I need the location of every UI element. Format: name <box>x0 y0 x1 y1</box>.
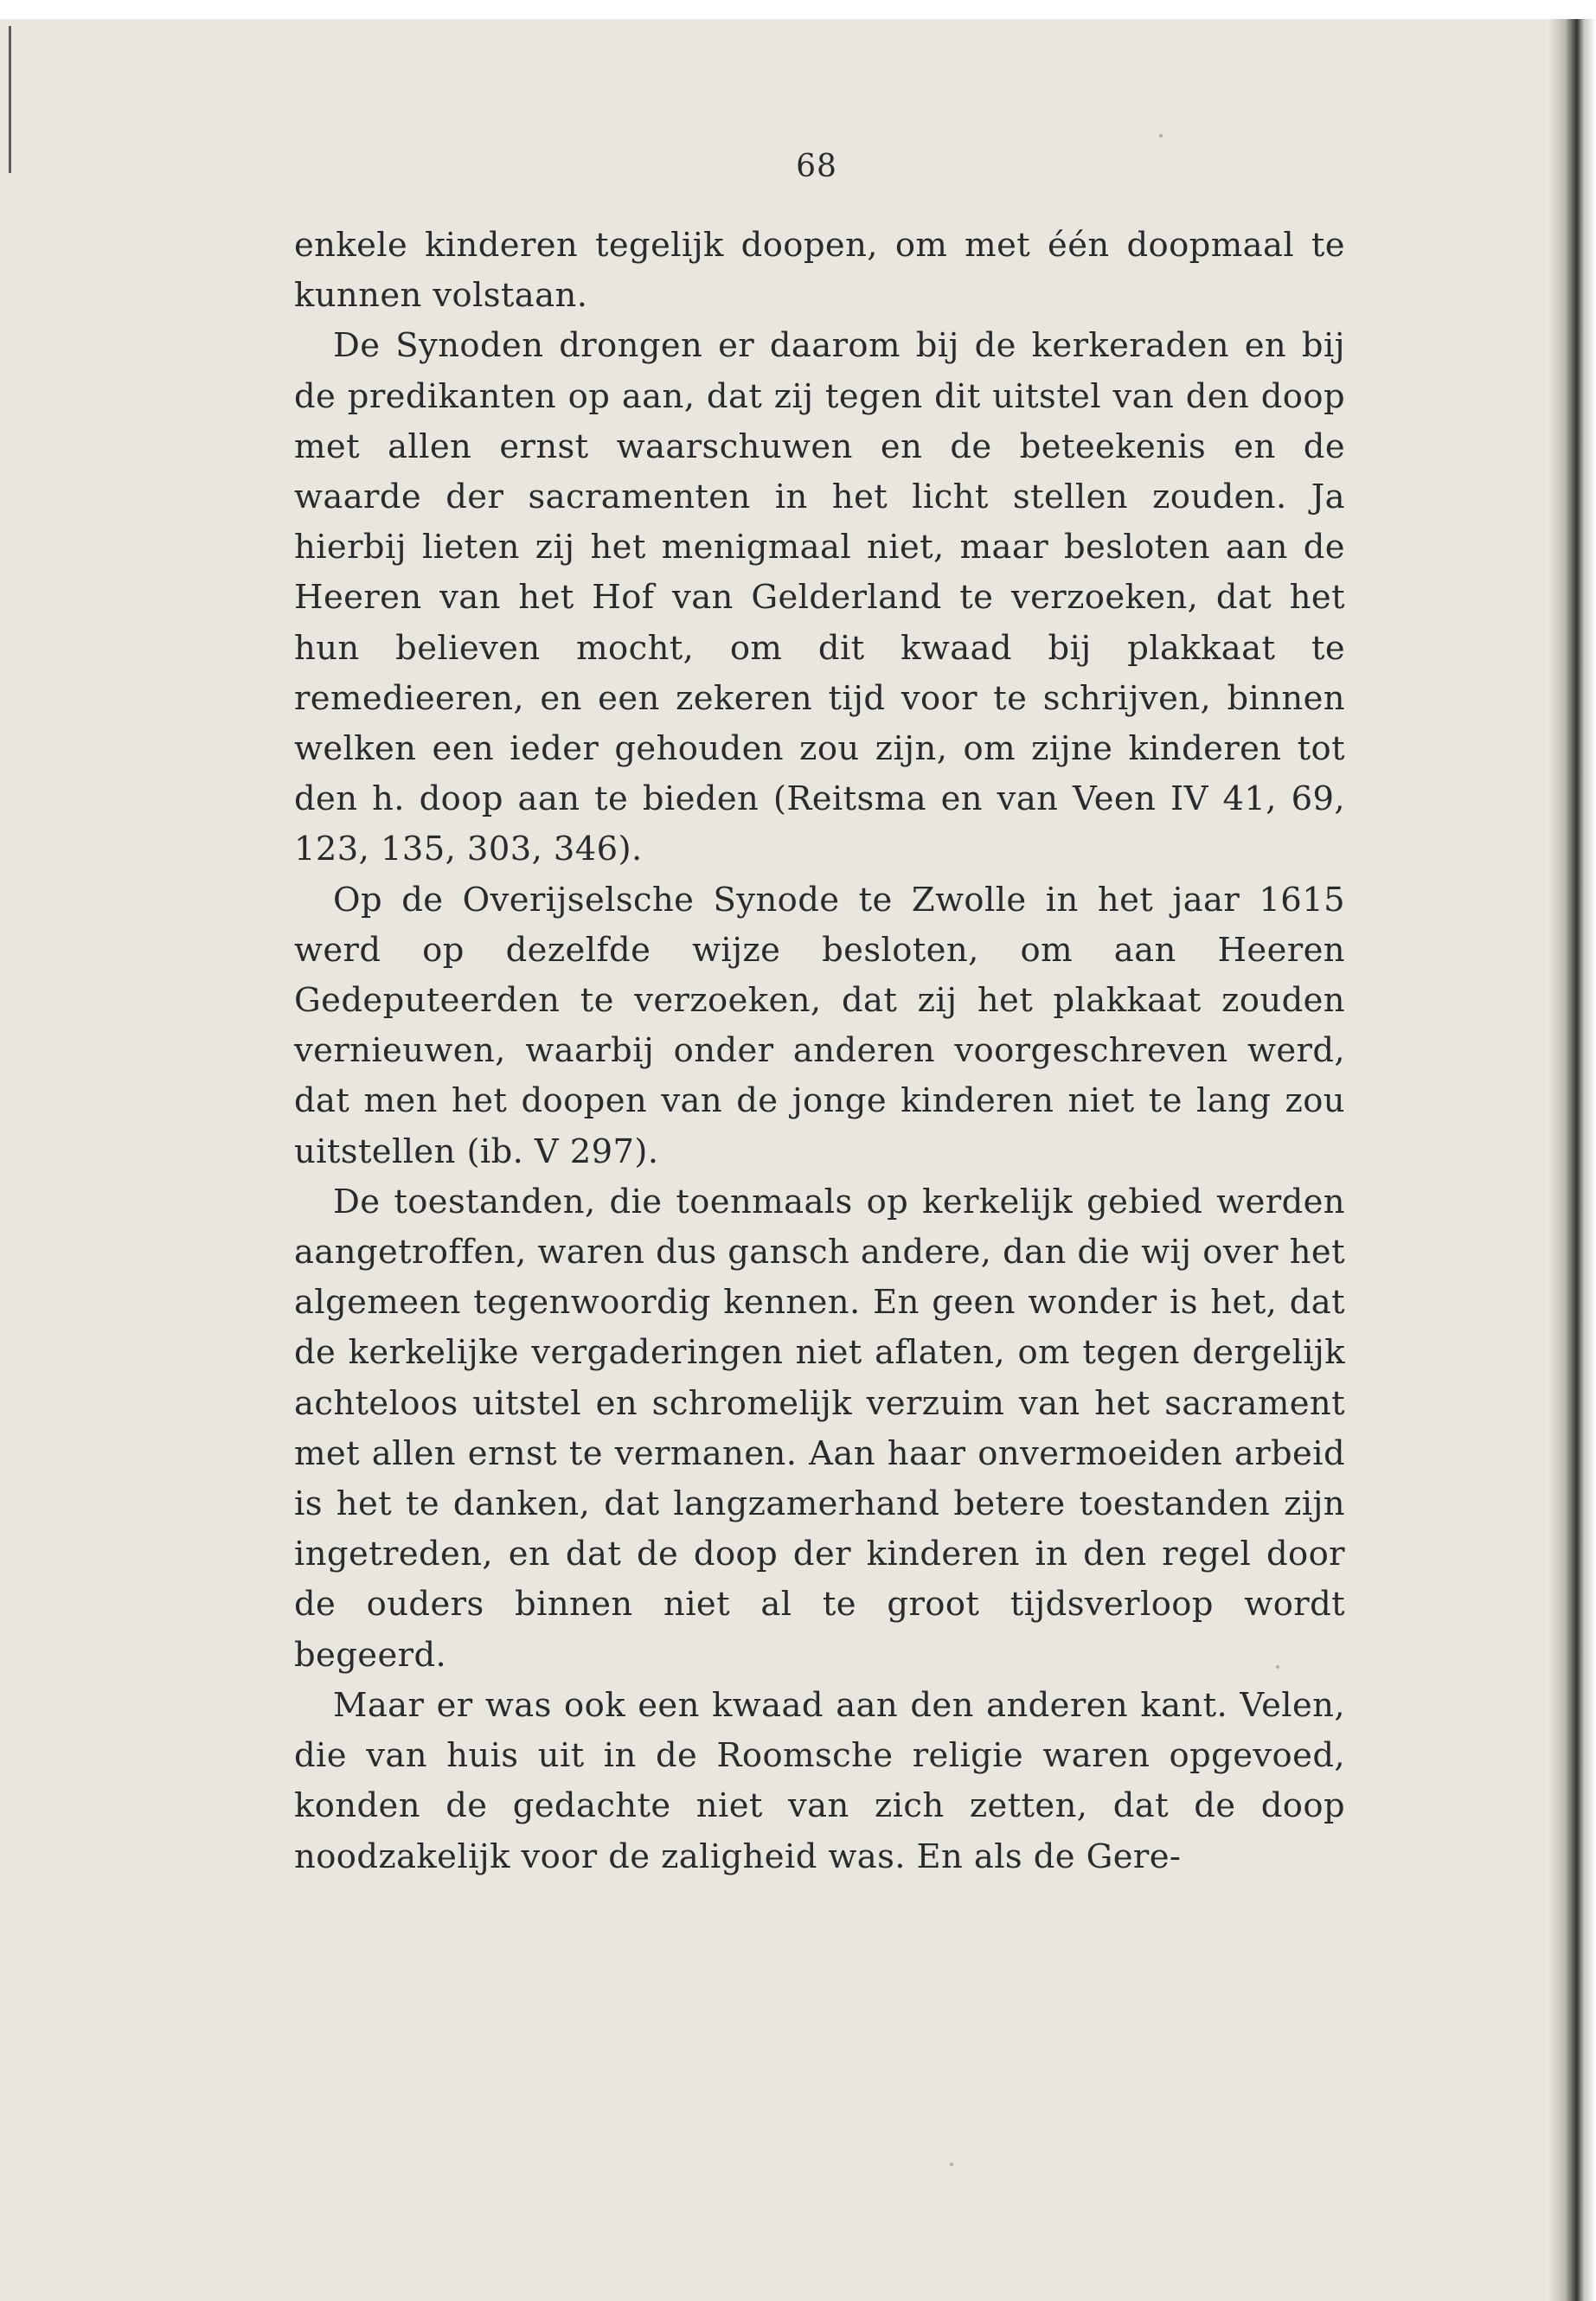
body-text <box>294 221 1345 1882</box>
paper-speck <box>1276 1665 1279 1669</box>
paper-speck <box>950 2163 953 2166</box>
paragraph-5: Maar er was ook een kwaad aan den anderen kant. Velen, die van huis uit in de Roomsche religie waren opgevoed, konden de gedachte niet van zich zetten, dat de doop noodzakelijk voor de zaligheid was. En als de Gere- <box>294 1685 1345 1876</box>
paragraph-4: De toestanden, die toenmaals op kerkelijk gebied werden aangetroffen, waren dus gansch andere, dan die wij over het algemeen tegenwoordig kennen. En geen wonder is het, dat de kerkelijke vergaderingen niet aflaten, om tegen dergelijk achteloos uitstel en schromelijk verzuim van het sacrament met allen ernst te vermanen. Aan haar onvermoeiden arbeid is het te danken, dat langzamerhand betere toestanden zijn ingetreden, en dat de doop der kinderen in den regel door de ouders binnen niet al te groot tijdsverloop wordt begeerd. <box>294 1182 1345 1675</box>
scan-top-margin <box>0 0 1596 19</box>
paragraph-3: Op de Overijselsche Synode te Zwolle in het jaar 1615 werd op dezelfde wijze besloten, om aan Heeren Gedeputeerden te verzoeken, dat zij het plakkaat zouden vernieuwen, waarbij onder anderen voorgeschreven werd, dat men het doopen van de jonge kinderen niet te lang zou uitstellen (ib. V 297). <box>294 880 1345 1171</box>
binding-edge-shadow <box>1548 19 1596 2301</box>
paragraph-1: enkele kinderen tegelijk doopen, om met één doopmaal te kunnen volstaan. <box>294 226 1345 316</box>
paper-speck <box>1159 134 1163 138</box>
page-number: 68 <box>796 149 837 184</box>
paragraph-2: De Synoden drongen er daarom bij de kerkeraden en bij de predikanten op aan, dat zij tegen dit uitstel van den doop met allen ernst waarschuwen en de beteekenis en de waarde der sacramenten in het licht stellen zouden. Ja hierbij lieten zij het menigmaal niet, maar besloten aan de Heeren van het Hof van Gelderland te verzoeken, dat het hun believen mocht, om dit kwaad bij plakkaat te remedieeren, en een zekeren tijd voor te schrijven, binnen welken een ieder gehouden zou zijn, om zijne kinderen tot den h. doop aan te bieden (Reitsma en van Veen IV 41, 69, 123, 135, 303, 346). <box>294 326 1345 869</box>
